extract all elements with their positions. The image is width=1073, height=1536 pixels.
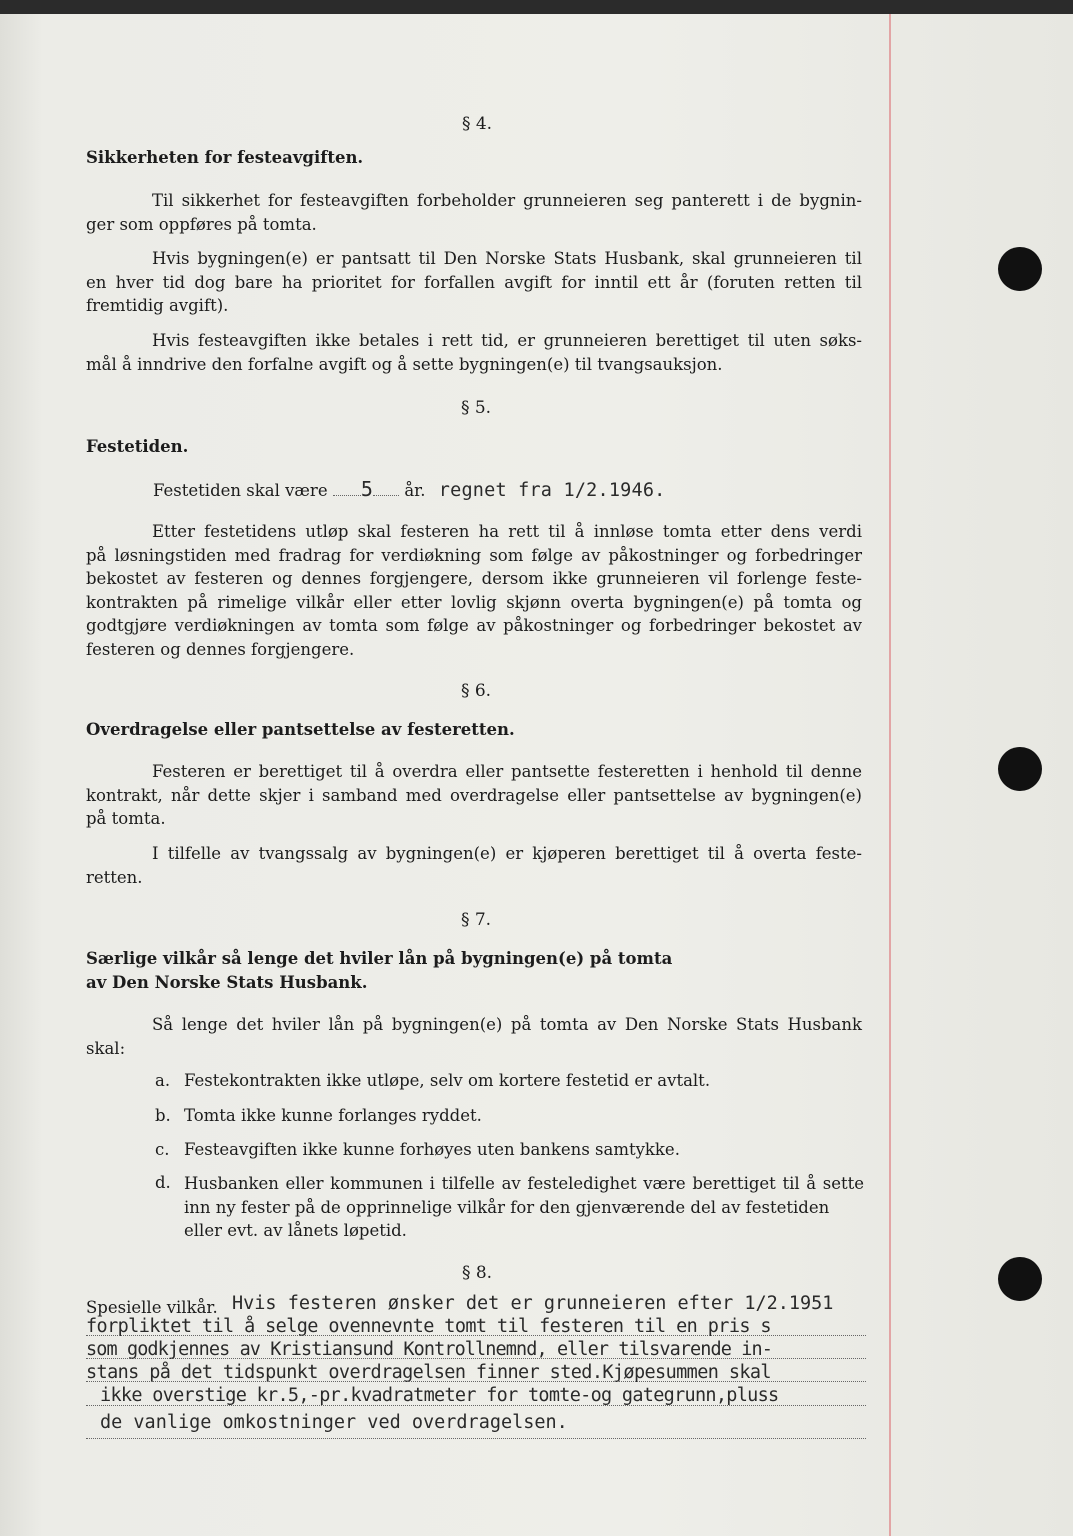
margin-rule	[889, 14, 891, 1536]
section-6-number: § 6.	[460, 681, 492, 701]
ruled-line	[86, 1335, 866, 1336]
term-years-value: 5	[360, 477, 374, 501]
list-item-b-text: Tomta ikke kunne forlanges ryddet.	[184, 1106, 482, 1125]
typed-line-2: forpliktet til å selge ovennevnte tomt til festeren til en pris s	[86, 1316, 771, 1337]
list-item-a-text: Festekontrakten ikke utløpe, selv om kortere festetid er avtalt.	[184, 1071, 711, 1090]
typed-line-4: stans på det tidspunkt overdragelsen finner sted.Kjøpesummen skal	[86, 1362, 771, 1383]
section-5-title: Festetiden.	[86, 437, 189, 456]
term-typed-start: regnet fra 1/2.1946.	[438, 480, 666, 501]
ruled-line	[86, 1405, 866, 1406]
section-4-paragraph-1: Til sikkerhet for festeavgiften forbeholder grunneieren seg panterett i de bygnin- ger som oppføres på tomta.	[86, 191, 862, 234]
section-6-paragraph-2: I tilfelle av tvangssalg av bygningen(e) er kjøperen berettiget til å overta feste- retten.	[86, 844, 862, 887]
section-7-title-line-2: av Den Norske Stats Husbank.	[86, 973, 368, 992]
scan-top-edge	[0, 0, 1073, 14]
list-item-c-label: c.	[155, 1140, 170, 1159]
section-4-paragraph-3: Hvis festeavgiften ikke betales i rett tid, er grunneieren berettiget til uten søks- mål å inndrive den forfalne avgift og å sette bygningen(e) til tvangsauksjon.	[86, 331, 862, 374]
ruled-line	[86, 1438, 866, 1439]
term-unit: år.	[404, 481, 426, 500]
section-5-number: § 5.	[460, 398, 492, 418]
section-6-paragraph-1: Festeren er berettiget til å overdra eller pantsette festeretten i henhold til denne kontrakt, når dette skjer i samband med overdragelse eller pantsettelse av bygningen(e) på tomta.	[86, 762, 862, 828]
section-4-number: § 4.	[461, 114, 493, 134]
section-4-paragraph-2: Hvis bygningen(e) er pantsatt til Den Norske Stats Husbank, skal grunneieren til en hver tid dog bare ha prioritet for forfallen avgift for inntil ett år (foruten retten til fremtidig avgift).	[86, 249, 862, 315]
typed-line-1: Hvis festeren ønsker det er grunneieren efter 1/2.1951	[232, 1293, 834, 1314]
section-7-intro: Så lenge det hviler lån på bygningen(e) på tomta av Den Norske Stats Husbank skal:	[86, 1015, 862, 1058]
list-item-b-label: b.	[155, 1106, 171, 1125]
section-6-title: Overdragelse eller pantsettelse av festeretten.	[86, 720, 515, 739]
typed-line-3: som godkjennes av Kristiansund Kontrollnemnd, eller tilsvarende in-	[86, 1339, 772, 1360]
list-item-d-label: d.	[155, 1173, 171, 1192]
ruled-line	[86, 1358, 866, 1359]
typed-line-5: ikke overstige kr.5,-pr.kvadratmeter for tomte-og gategrunn,pluss	[100, 1385, 779, 1406]
term-prefix: Festetiden skal være	[153, 481, 328, 500]
list-item-c-text: Festeavgiften ikke kunne forhøyes uten bankens samtykke.	[184, 1140, 680, 1159]
festetiden-term-line	[153, 478, 666, 502]
punch-hole-icon	[998, 747, 1042, 791]
punch-hole-icon	[998, 1257, 1042, 1301]
section-5-paragraph-1: Etter festetidens utløp skal festeren ha rett til å innløse tomta etter dens verdi på løsningstiden med fradrag for verdiøkning som følge av påkostninger og forbedringer bekostet av festeren og dennes forgjengere, dersom ikke grunneieren vil forlenge feste- kontrakten på rimelige vilkår eller etter lovlig skjønn overta bygningen(e) på tomta og godtgjøre verdiøkningen av tomta som følge av påkostninger og forbedringer bekostet av festeren og dennes forgjengere.	[86, 522, 862, 659]
section-4-title: Sikkerheten for festeavgiften.	[86, 148, 364, 167]
ruled-line	[86, 1381, 866, 1382]
list-item-a-label: a.	[155, 1071, 171, 1090]
list-item-d-text: Husbanken eller kommunen i tilfelle av festeledighet være berettiget til å sette inn ny fester på de opprinnelige vilkår for den gjenværende del av festetiden eller evt. av lånets løpetid.	[184, 1174, 864, 1240]
typed-line-6: de vanlige omkostninger ved overdragelsen.	[100, 1412, 568, 1433]
section-7-number: § 7.	[460, 910, 492, 930]
section-8-label: Spesielle vilkår.	[86, 1298, 218, 1317]
section-7-title-line-1: Særlige vilkår så lenge det hviler lån på bygningen(e) på tomta	[86, 949, 673, 968]
punch-hole-icon	[998, 247, 1042, 291]
section-8-number: § 8.	[461, 1263, 493, 1283]
